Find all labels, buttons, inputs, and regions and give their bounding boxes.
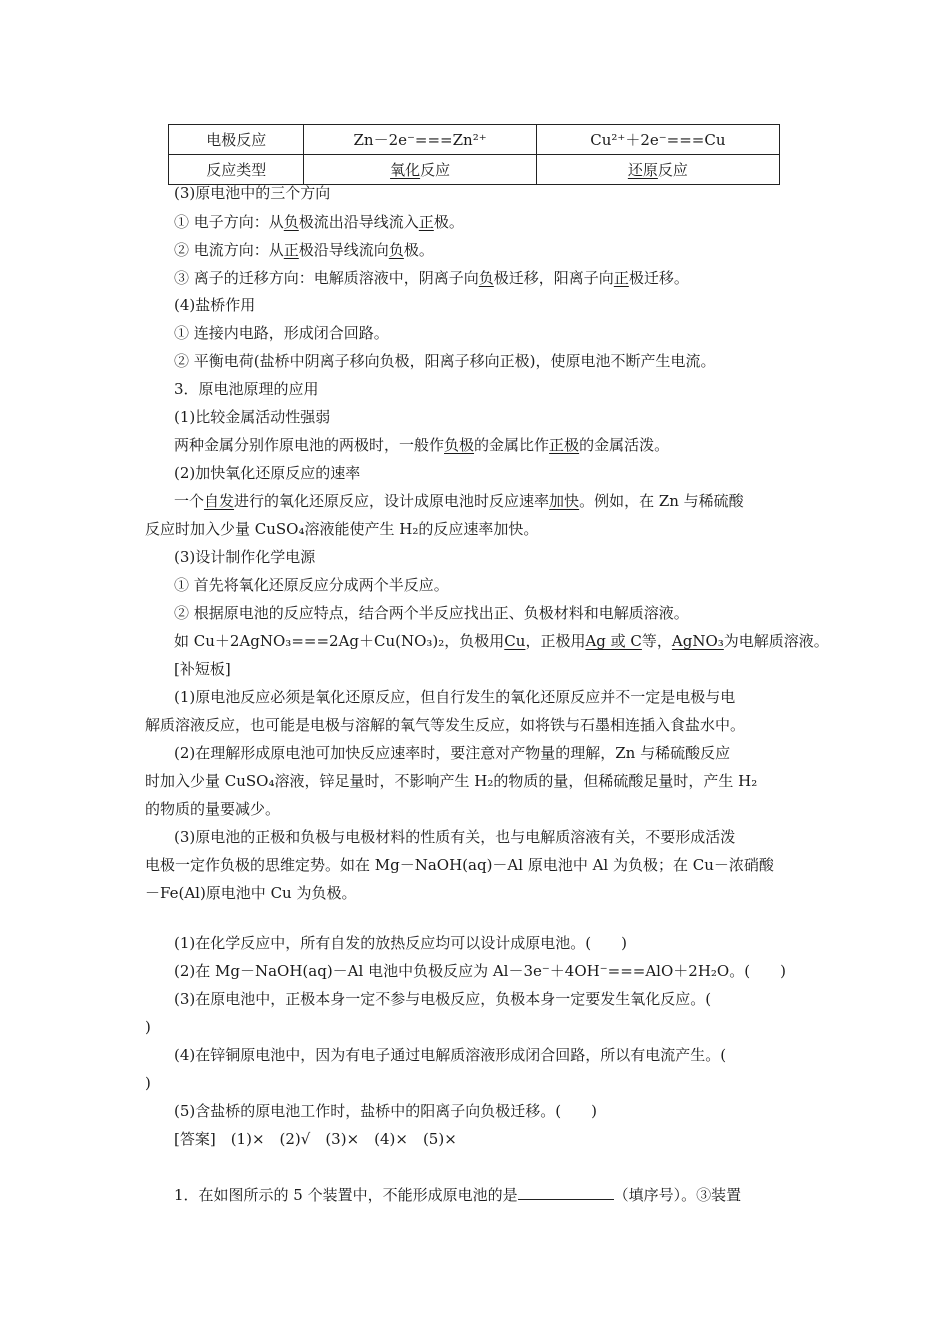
underlined-answer: 加快 [549, 492, 580, 510]
subheading: (2)加快氧化还原反应的速率 [174, 464, 361, 482]
paragraph: ① 首先将氧化还原反应分成两个半反应。 [174, 576, 449, 594]
paragraph: －Fe(Al)原电池中 Cu 为负极。 [145, 884, 357, 902]
text: 为电解质溶液。 [723, 632, 829, 650]
underlined-answer: Ag 或 C [585, 632, 642, 650]
underlined-answer: 还原 [627, 161, 658, 179]
paragraph [174, 240, 434, 260]
judge-question: (4)在锌铜原电池中，因为有电子通过电解质溶液形成闭合回路，所以有电流产生。( [174, 1046, 727, 1064]
paragraph: ② 平衡电荷(盐桥中阴离子移向负极，阳离子移向正极)，使原电池不断产生电流。 [174, 352, 716, 370]
section-heading: (4)盐桥作用 [174, 296, 256, 314]
paragraph: 解质溶液反应，也可能是电极与溶解的氧气等发生反应，如将铁与石墨相连插入食盐水中。 [145, 716, 746, 734]
underlined-answer: 负 [478, 269, 494, 287]
text: 两种金属分别作原电池的两极时，一般作 [174, 436, 445, 454]
paragraph [174, 631, 829, 651]
text: 反应 [657, 161, 688, 179]
paragraph: 反应时加入少量 CuSO₄溶液能使产生 H₂的反应速率加快。 [145, 520, 539, 538]
paragraph [174, 268, 689, 288]
table-cell: Cu²⁺＋2e⁻===Cu [536, 125, 779, 155]
section-heading: (3)原电池中的三个方向 [174, 184, 331, 202]
subheading: (1)比较金属活动性强弱 [174, 408, 331, 426]
answer-key: [答案] (1)× (2)√ (3)× (4)× (5)× [174, 1130, 457, 1148]
text: 等， [641, 632, 672, 650]
answer-blank [518, 1185, 614, 1200]
judge-question-bracket: ) [145, 1074, 151, 1092]
paragraph [174, 491, 744, 511]
section-heading: [补短板] [174, 660, 231, 678]
text: ③ 离子的迁移方向：电解质溶液中，阴离子向 [174, 269, 479, 287]
judge-question: (1)在化学反应中，所有自发的放热反应均可以设计成原电池。( ) [174, 934, 627, 952]
underlined-answer: 正 [283, 241, 299, 259]
text: （填序号）。③装置 [613, 1186, 742, 1204]
paragraph [174, 435, 669, 455]
paragraph: (1)原电池反应必须是氧化还原反应，但自行发生的氧化还原反应并不一定是电极与电 [174, 688, 736, 706]
text: 极沿导线流向 [298, 241, 389, 259]
underlined-answer: 正 [613, 269, 629, 287]
underlined-answer: AgNO₃ [671, 632, 724, 650]
text: 一个 [174, 492, 205, 510]
text: 极迁移，阳离子向 [493, 269, 614, 287]
table-cell: Zn－2e⁻===Zn²⁺ [304, 125, 536, 155]
text: 极迁移。 [628, 269, 689, 287]
paragraph: 时加入少量 CuSO₄溶液，锌足量时，不影响产生 H₂的物质的量，但稀硫酸足量时，产生 H₂ [145, 772, 758, 790]
text: 。例如，在 Zn 与稀硫酸 [579, 492, 744, 510]
text: ① 电子方向：从 [174, 213, 284, 231]
paragraph [174, 212, 464, 232]
exercise-question [174, 1185, 741, 1205]
section-heading: 3．原电池原理的应用 [174, 380, 319, 398]
text: 反应 [420, 161, 451, 179]
table-cell: 电极反应 [169, 125, 304, 155]
paragraph: ① 连接内电路，形成闭合回路。 [174, 324, 389, 342]
underlined-answer: 正极 [549, 436, 580, 454]
table-row [169, 155, 780, 185]
table-cell [536, 155, 779, 185]
text: 的金属比作 [474, 436, 550, 454]
table-row [169, 125, 780, 155]
underlined-answer: 氧化 [390, 161, 421, 179]
underlined-answer: 正 [418, 213, 434, 231]
paragraph: (3)原电池的正极和负极与电极材料的性质有关，也与电解质溶液有关，不要形成活泼 [174, 828, 736, 846]
paragraph: (2)在理解形成原电池可加快反应速率时，要注意对产物量的理解，Zn 与稀硫酸反应 [174, 744, 731, 762]
underlined-answer: 负 [388, 241, 404, 259]
text: ② 电流方向：从 [174, 241, 284, 259]
electrode-table [168, 124, 780, 185]
judge-question: (2)在 Mg－NaOH(aq)－Al 电池中负极反应为 Al－3e⁻＋4OH⁻===AlO＋2H₂O。( ) [174, 962, 786, 980]
paragraph: 的物质的量要减少。 [145, 800, 281, 818]
table-cell [304, 155, 536, 185]
text: 极流出沿导线流入 [298, 213, 419, 231]
text: 进行的氧化还原反应，设计成原电池时反应速率 [234, 492, 550, 510]
underlined-answer: 负极 [444, 436, 475, 454]
text: ，正极用 [525, 632, 586, 650]
underlined-answer: Cu [504, 632, 526, 650]
text: 1．在如图所示的 5 个装置中，不能形成原电池的是 [174, 1186, 518, 1204]
text: 如 Cu＋2AgNO₃===2Ag＋Cu(NO₃)₂，负极用 [174, 632, 505, 650]
underlined-answer: 负 [283, 213, 299, 231]
paragraph: ② 根据原电池的反应特点，结合两个半反应找出正、负极材料和电解质溶液。 [174, 604, 689, 622]
subheading: (3)设计制作化学电源 [174, 548, 316, 566]
underlined-answer: 自发 [204, 492, 235, 510]
judge-question: (5)含盐桥的原电池工作时，盐桥中的阳离子向负极迁移。( ) [174, 1102, 597, 1120]
text: 极。 [433, 213, 464, 231]
judge-question-bracket: ) [145, 1018, 151, 1036]
judge-question: (3)在原电池中，正极本身一定不参与电极反应，负极本身一定要发生氧化反应。( [174, 990, 712, 1008]
table-cell: 反应类型 [169, 155, 304, 185]
text: 极。 [403, 241, 434, 259]
paragraph: 电极一定作负极的思维定势。如在 Mg－NaOH(aq)－Al 原电池中 Al 为负极；在 Cu－浓硝酸 [145, 856, 774, 874]
text: 的金属活泼。 [579, 436, 670, 454]
